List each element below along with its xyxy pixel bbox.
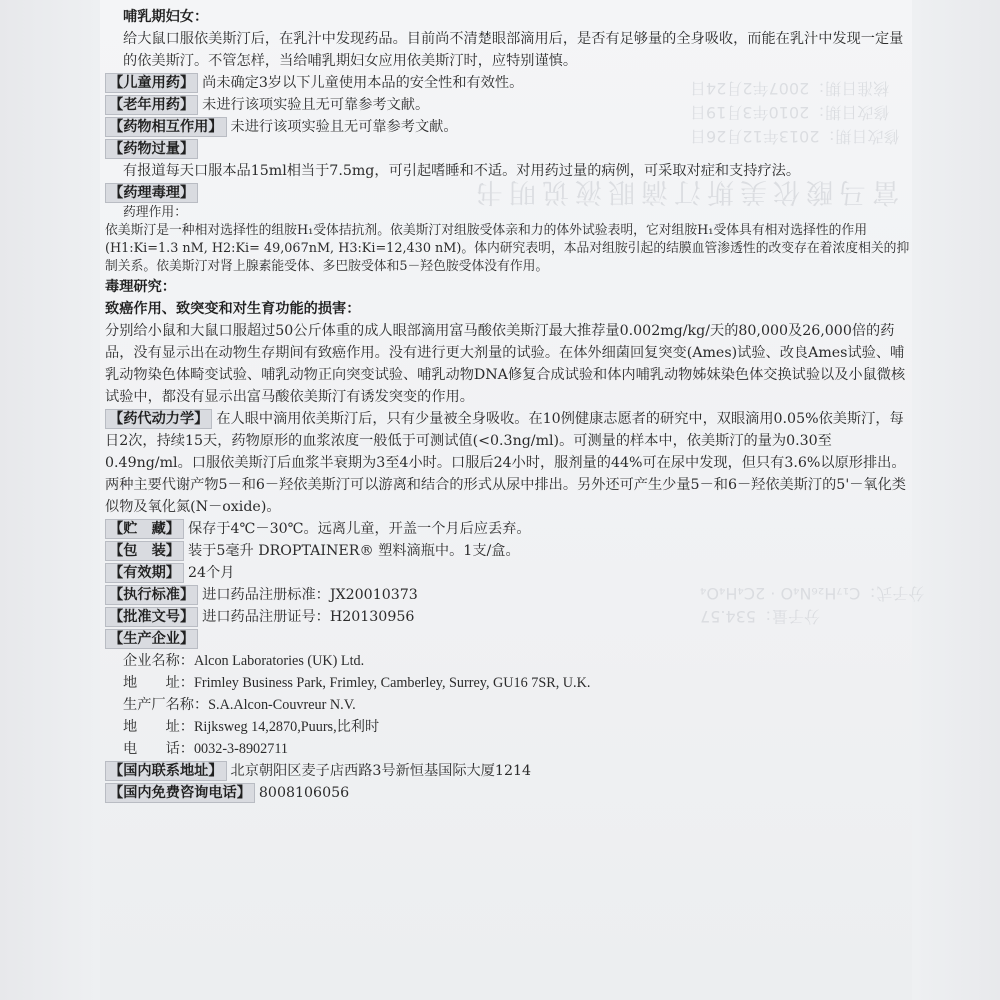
leaflet-content: [105, 6, 910, 804]
breastfeeding-text: 给大鼠口服依美斯汀后，在乳汁中发现药品。目前尚不清楚眼部滴用后，是否有足够量的全身吸收，而能在乳汁中发现一定量的依美斯汀。不管怎样，当给哺乳期妇女应用依美斯汀时，应特别谨慎。: [123, 31, 904, 69]
package-text: 装于5毫升 DROPTAINER® 塑料滴瓶中。1支/盒。: [187, 543, 520, 559]
manufacturer-row: [105, 672, 910, 694]
ghost-formula: 分子式：C₁₇H₂₆N₄O · 2C₄H₄O₄: [700, 584, 925, 603]
toxicology-sub: 致癌作用、致突变和对生育功能的损害：: [105, 301, 361, 317]
manufacturer-row-value: Rijksweg 14,2870,Puurs,比利时: [193, 719, 380, 735]
pharmacology-text: 依美斯汀是一种相对选择性的组胺H₁受体拮抗剂。依美斯汀对组胺受体亲和力的体外试验表明，它对组胺H₁受体具有相对选择性的作用 (H1:Ki=1.3 nM, H2:Ki= 49,067nM, H3:Ki=12,430 nM)。体内研究表明，本品对组胺引起的结膜血管渗透性的改变存在着浓度相关的抑制关系。依美斯汀对肾上腺素能受体、多巴胺受体和5－羟色胺受体没有作用。: [105, 223, 910, 274]
ghost-modify-date-1: 修改日期：2010年3月19日: [690, 103, 890, 122]
manufacturer-row: [105, 716, 910, 738]
manufacturer-tag: 【生产企业】: [105, 629, 198, 649]
standard-tag: 【执行标准】: [105, 585, 198, 605]
hotline-section: [105, 782, 910, 804]
children-tag: 【儿童用药】: [105, 73, 198, 93]
hotline-text: 8008106056: [258, 785, 350, 801]
china-address-section: [105, 760, 910, 782]
china-address-text: 北京朝阳区麦子店西路3号新恒基国际大厦1214: [230, 763, 532, 779]
interaction-tag: 【药物相互作用】: [105, 117, 227, 137]
storage-tag: 【贮 藏】: [105, 519, 184, 539]
pharmacology-sub: 药理作用：: [123, 205, 187, 220]
pharmacokinetics-section: [105, 408, 910, 518]
pharmacokinetics-tag: 【药代动力学】: [105, 409, 212, 429]
manufacturer-row-value: S.A.Alcon-Couvreur N.V.: [208, 697, 356, 713]
hotline-tag: 【国内免费咨询电话】: [105, 783, 255, 803]
interaction-section: [105, 116, 910, 138]
standard-text: 进口药品注册标准：JX20010373: [202, 587, 418, 603]
left-margin: [0, 0, 100, 1000]
validity-tag: 【有效期】: [105, 563, 184, 583]
toxicology-title: 毒理研究：: [105, 279, 176, 295]
approval-section: [105, 606, 910, 628]
manufacturer-row-value: Alcon Laboratories (UK) Ltd.: [193, 653, 365, 669]
manufacturer-row-label: 地 址：: [123, 675, 194, 691]
manufacturer-row-label: 地 址：: [123, 719, 194, 735]
approval-text: 进口药品注册证号：H20130956: [202, 609, 415, 625]
ghost-modify-date-2: 修改日期：2013年12月26日: [690, 127, 900, 146]
package-section: [105, 540, 910, 562]
breastfeeding-title: 哺乳期妇女：: [123, 9, 209, 25]
manufacturer-row-label: 电 话：: [123, 741, 194, 757]
elderly-section: [105, 94, 910, 116]
validity-text: 24个月: [187, 565, 235, 581]
overdose-text: 有报道每天口服本品15ml相当于7.5mg，可引起嗜睡和不适。对用药过量的病例，可采取对症和支持疗法。: [123, 163, 801, 179]
manufacturer-row-label: 企业名称：: [123, 653, 194, 669]
interaction-text: 未进行该项实验且无可靠参考文献。: [230, 119, 458, 135]
manufacturer-section: [105, 628, 910, 650]
validity-section: [105, 562, 910, 584]
overdose-tag: 【药物过量】: [105, 139, 198, 159]
manufacturer-row: [105, 650, 910, 672]
china-address-tag: 【国内联系地址】: [105, 761, 227, 781]
children-section: [105, 72, 910, 94]
ghost-approve-date: 核准日期：2007年2月24日: [690, 79, 890, 98]
pharmacokinetics-text: 在人眼中滴用依美斯汀后，只有少量被全身吸收。在10例健康志愿者的研究中，双眼滴用0.05%依美斯汀，每日2次，持续15天，药物原形的血浆浓度一般低于可测试值(<0.3ng/ml)。可测量的样本中，依美斯汀的量为0.30至0.49ng/ml。口服依美斯汀后血浆半衰期为3至4小时。口服后24小时，服剂量的44%可在尿中发现，但只有3.6%以原形排出。两种主要代谢产物5－和6－羟依美斯汀可以游离和结合的形式从尿中排出。另外还可产生少量5－和6－羟依美斯汀的5'－氧化类似物及氧化氮(N－oxide)。: [105, 411, 906, 515]
manufacturer-row: [105, 738, 910, 760]
pharmacology-tag: 【药理毒理】: [105, 183, 198, 203]
elderly-tag: 【老年用药】: [105, 95, 198, 115]
overdose-section: [105, 138, 910, 160]
storage-section: [105, 518, 910, 540]
children-text: 尚未确定3岁以下儿童使用本品的安全性和有效性。: [202, 75, 524, 91]
ghost-mw: 分子量：534.57: [700, 607, 820, 626]
toxicology-text: 分别给小鼠和大鼠口服超过50公斤体重的成人眼部滴用富马酸依美斯汀最大推荐量0.002mg/kg/天的80,000及26,000倍的药品，没有显示出在动物生存期间有致癌作用。没有进行更大剂量的试验。在体外细菌回复突变(Ames)试验、改良Ames试验、哺乳动物染色体畸变试验、哺乳动物正向突变试验、哺乳动物DNA修复合成试验和体内哺乳动物姊妹染色体交换试验以及小鼠微核试验中，都没有显示出富马酸依美斯汀有诱发突变的作用。: [105, 323, 906, 405]
storage-text: 保存于4℃－30℃。远离儿童，开盖一个月后应丢弃。: [187, 521, 531, 537]
elderly-text: 未进行该项实验且无可靠参考文献。: [202, 97, 430, 113]
manufacturer-row-value: Frimley Business Park, Frimley, Camberley, Surrey, GU16 7SR, U.K.: [193, 675, 591, 691]
standard-section: [105, 584, 910, 606]
manufacturer-row: [105, 694, 910, 716]
approval-tag: 【批准文号】: [105, 607, 198, 627]
manufacturer-row-value: 0032-3-8902711: [193, 741, 289, 757]
manufacturer-row-label: 生产厂名称：: [123, 697, 209, 713]
right-margin: [912, 0, 1000, 1000]
pharmacology-section: [105, 182, 910, 204]
ghost-title: 富马酸依美斯汀滴眼液说明书: [470, 176, 899, 207]
package-tag: 【包 装】: [105, 541, 184, 561]
